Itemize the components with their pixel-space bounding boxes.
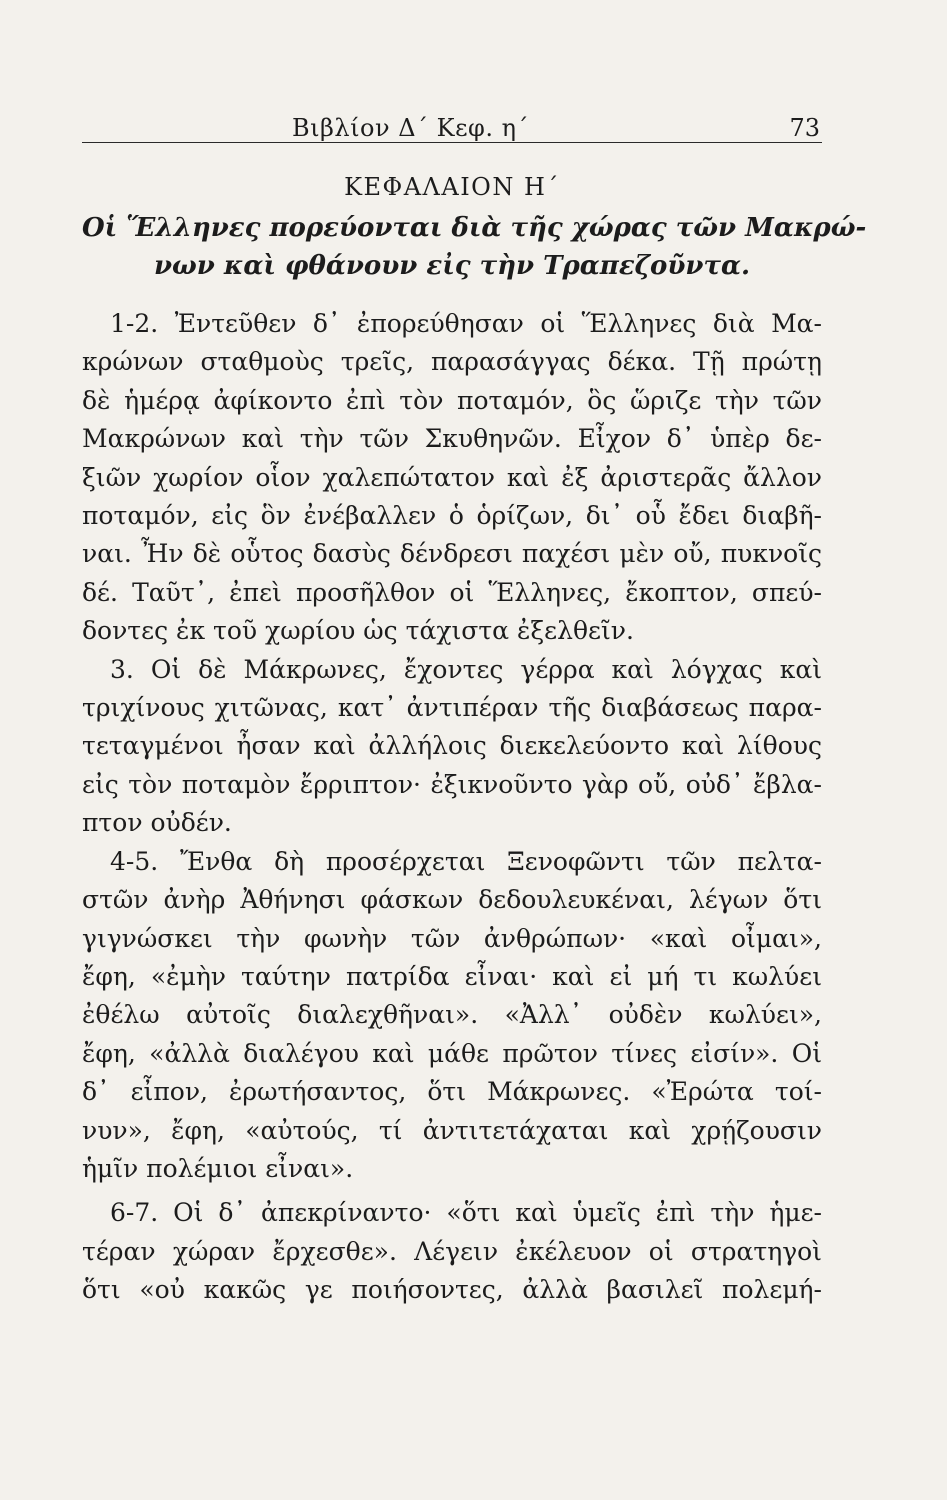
paragraph-1-2 bbox=[82, 305, 822, 651]
paragraph-6-7 bbox=[82, 1194, 822, 1309]
text-line: ὅτι «οὐ κακῶς γε ποιήσοντες, ἀλλὰ βασιλεῖ πολεμή- bbox=[82, 1275, 822, 1305]
page-number: 73 bbox=[789, 114, 820, 142]
running-head bbox=[82, 108, 822, 143]
book-page bbox=[82, 108, 867, 1310]
text-line: εἰς τὸν ποταμὸν ἔρριπτον· ἐξικνοῦντο γὰρ οὔ, οὐδ᾽ ἔβλα- bbox=[82, 769, 822, 799]
text-line: ἔφη, «ἀλλὰ διαλέγου καὶ μάθε πρῶτον τίνες εἰσίν». Οἱ bbox=[82, 1038, 822, 1068]
text-line: γιγνώσκει τὴν φωνὴν τῶν ἀνθρώπων· «καὶ οἶμαι», bbox=[82, 923, 822, 953]
text-line: 3. Οἱ δὲ Μάκρωνες, ἔχοντες γέρρα καὶ λόγχας καὶ bbox=[110, 654, 822, 684]
text-line: δοντες ἐκ τοῦ χωρίου ὡς τάχιστα ἐξελθεῖν. bbox=[82, 616, 634, 646]
text-line: δέ. Ταῦτ᾽, ἐπεὶ προσῆλθον οἱ Ἕλληνες, ἔκοπτον, σπεύ- bbox=[82, 577, 822, 607]
text-line: δ᾽ εἶπον, ἐρωτήσαντος, ὅτι Μάκρωνες. «Ἐρώτα τοί- bbox=[82, 1077, 822, 1107]
text-line: ἔφη, «ἐμὴν ταύτην πατρίδα εἶναι· καὶ εἰ μή τι κωλύει bbox=[82, 961, 822, 991]
text-line: ναι. Ἦν δὲ οὗτος δασὺς δένδρεσι παχέσι μὲν οὔ, πυκνοῖς bbox=[82, 539, 822, 569]
body-text bbox=[82, 305, 822, 1310]
text-line: 4-5. Ἔνθα δὴ προσέρχεται Ξενοφῶντι τῶν πελτα- bbox=[110, 846, 822, 876]
running-title: Βιβλίον Δ΄ Κεφ. η΄ bbox=[292, 114, 529, 142]
subtitle-line: Οἱ Ἕλληνες πορεύονται διὰ τῆς χώρας τῶν Μακρώ- bbox=[82, 213, 867, 243]
chapter-subtitle bbox=[82, 209, 867, 285]
text-line: τριχίνους χιτῶνας, κατ᾽ ἀντιπέραν τῆς διαβάσεως παρα- bbox=[82, 693, 822, 723]
text-line: κρώνων σταθμοὺς τρεῖς, παρασάγγας δέκα. Τῇ πρώτῃ bbox=[82, 347, 822, 377]
paragraph-3 bbox=[82, 651, 822, 843]
text-line: ξιῶν χωρίον οἷον χαλεπώτατον καὶ ἐξ ἀριστερᾶς ἄλλον bbox=[82, 462, 822, 492]
text-line: 6-7. Οἱ δ᾽ ἀπεκρίναντο· «ὅτι καὶ ὑμεῖς ἐπὶ τὴν ἡμε- bbox=[110, 1198, 822, 1228]
text-line: νυν», ἔφη, «αὐτούς, τί ἀντιτετάχαται καὶ χρῄζουσιν bbox=[82, 1115, 822, 1145]
chapter-heading: ΚΕΦΑΛΑΙΟΝ Η΄ bbox=[344, 173, 560, 201]
text-line: ἡμῖν πολέμιοι εἶναι». bbox=[82, 1153, 354, 1183]
text-line: Μακρώνων καὶ τὴν τῶν Σκυθηνῶν. Εἶχον δ᾽ ὑπὲρ δε- bbox=[82, 424, 822, 454]
text-line: 1-2. Ἐντεῦθεν δ᾽ ἐπορεύθησαν οἱ Ἕλληνες διὰ Μα- bbox=[110, 309, 822, 338]
text-line: ἐθέλω αὐτοῖς διαλεχθῆναι». «Ἀλλ᾽ οὐδὲν κωλύει», bbox=[82, 1000, 822, 1030]
text-line: στῶν ἀνὴρ Ἀθήνησι φάσκων δεδουλευκέναι, λέγων ὅτι bbox=[82, 885, 822, 915]
subtitle-line: νων καὶ φθάνουν εἰς τὴν Τραπεζοῦντα. bbox=[153, 251, 751, 281]
text-line: τέραν χώραν ἔρχεσθε». Λέγειν ἐκέλευον οἱ στρατηγοὶ bbox=[82, 1236, 822, 1266]
paragraph-4-5 bbox=[82, 843, 822, 1189]
text-line: δὲ ἡμέρᾳ ἀφίκοντο ἐπὶ τὸν ποταμόν, ὃς ὥριζε τὴν τῶν bbox=[82, 385, 822, 415]
text-line: ποταμόν, εἰς ὃν ἐνέβαλλεν ὁ ὁρίζων, δι᾽ οὗ ἔδει διαβῆ- bbox=[82, 501, 822, 531]
text-line: τεταγμένοι ἦσαν καὶ ἀλλήλοις διεκελεύοντο καὶ λίθους bbox=[82, 731, 822, 761]
text-line: πτον οὐδέν. bbox=[82, 808, 232, 838]
